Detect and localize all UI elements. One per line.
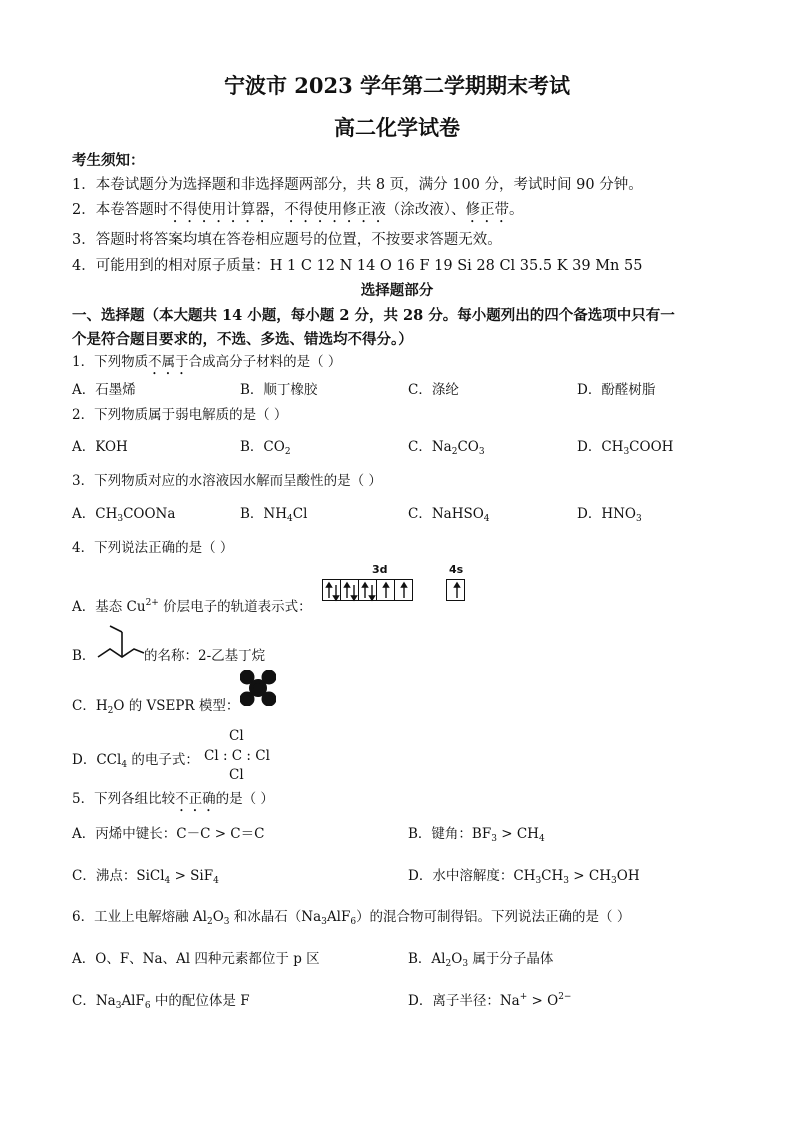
part-title: 选择题部分 <box>360 282 434 299</box>
q3-option-b: B．$NH_4Cl$ <box>240 506 308 524</box>
notice-heading: 考生须知： <box>72 152 145 169</box>
question-5-stem: 5．下列各组比较不正确的是（ ） <box>72 791 274 807</box>
question-6-stem: 6．工业上电解熔融 $Al_2O_3$ 和冰晶石$(Na_3AlF_6)$的混合物可制得铝。下列说法正确的是（ ） <box>72 909 631 927</box>
question-4-stem: 4．下列说法正确的是（ ） <box>72 540 234 556</box>
q1-option-b: B．顺丁橡胶 <box>240 382 318 398</box>
q4-option-a: A．基态 $Cu^{2+}$ 价层电子的轨道表示式： <box>72 598 312 615</box>
orbital-label-4s: 4s <box>449 563 464 576</box>
orbital-arrows-3d <box>324 581 419 603</box>
q6-option-c: C．$Na_3AlF_6$ 中的配位体是 F <box>72 993 250 1011</box>
q5-option-b: B．键角：$BF_3 > CH_4$ <box>408 826 545 844</box>
exam-title: 宁波市 2023 学年第二学期期末考试 <box>223 73 571 98</box>
emphasis-correction-fluid: 不得使用修正液 <box>284 202 386 218</box>
q5-option-c: C．沸点：SiCl$_4$ > SiF$_4$ <box>72 868 219 886</box>
q3-option-d: D．$HNO_3$ <box>577 506 642 524</box>
notice-item-4: 4．可能用到的相对原子质量：H 1 C 12 N 14 O 16 F 19 Si 28 Cl 35.5 K 39 Mn 55 <box>72 258 643 274</box>
q3-option-c: C．NaHSO$_4$ <box>408 506 490 524</box>
q5-option-d: D．水中溶解度：$CH_3CH_3 > CH_3OH$ <box>408 868 640 886</box>
question-1-stem: 1．下列物质不属于合成高分子材料的是（ ） <box>72 354 342 370</box>
q4-option-d: D．CCl$_4$ 的电子式： <box>72 752 199 770</box>
q2-option-a: A．KOH <box>72 439 128 455</box>
notice-item-1: 1．本卷试题分为选择题和非选择题两部分，共 8 页，满分 100 分，考试时间 90 分钟。 <box>72 177 643 193</box>
question-2-stem: 2．下列物质属于弱电解质的是（ ） <box>72 407 288 423</box>
question-3-stem: 3．下列物质对应的水溶液因水解而呈酸性的是（ ） <box>72 473 382 489</box>
orbital-arrow-4s <box>448 581 466 603</box>
q3-option-a: A．$CH_3COONa$ <box>72 506 176 524</box>
emphasis-incorrect: 不正确 <box>175 791 216 807</box>
q1-option-c: C．涤纶 <box>408 382 459 398</box>
q2-option-d: D．$CH_3COOH$ <box>577 439 674 457</box>
q5-option-a: A．丙烯中键长：C－C > C＝C <box>72 826 265 842</box>
electron-formula-middle: Cl : C : Cl <box>204 748 270 764</box>
vsepr-model-icon <box>240 670 276 706</box>
q1-option-d: D．酚醛树脂 <box>577 382 656 398</box>
emphasis-calculator: 不得使用计算器 <box>168 202 270 218</box>
q6-option-a: A．O、F、Na、Al 四种元素都位于 p 区 <box>72 951 320 967</box>
paper-subtitle: 高二化学试卷 <box>334 115 460 140</box>
q6-option-d: D．离子半径：$Na^+ > O^{2-}$ <box>408 992 572 1009</box>
section-heading-line-1: 一、选择题（本大题共 14 小题，每小题 2 分，共 28 分。每小题列出的四个备选项中只有一 <box>72 307 675 324</box>
electron-formula-bottom-cl: Cl <box>229 767 244 783</box>
q1-option-a: A．石墨烯 <box>72 382 136 398</box>
q4-option-b-text: 的名称：2-乙基丁烷 <box>144 648 266 664</box>
emphasis-not: 不属于 <box>148 354 189 370</box>
section-heading-line-2: 个是符合题目要求的，不选、多选、错选均不得分。） <box>72 331 413 348</box>
notice-item-2: 2．本卷答题时不得使用计算器，不得使用修正液（涂改液）、修正带。 <box>72 202 524 218</box>
orbital-label-3d: 3d <box>372 563 388 576</box>
electron-formula-top-cl: Cl <box>229 728 244 744</box>
q4-option-c: C．$H_2O$ 的 VSEPR 模型： <box>72 698 240 716</box>
q4-option-b-label: B． <box>72 648 96 664</box>
q2-option-b: B．$CO_2$ <box>240 439 291 457</box>
skeletal-structure-icon <box>96 624 146 660</box>
emphasis-correction-tape: 修正带 <box>465 202 509 218</box>
notice-item-3: 3．答题时将答案均填在答卷相应题号的位置，不按要求答题无效。 <box>72 232 502 248</box>
q6-option-b: B．$Al_2O_3$ 属于分子晶体 <box>408 951 554 969</box>
q2-option-c: C．$Na_2CO_3$ <box>408 439 485 457</box>
